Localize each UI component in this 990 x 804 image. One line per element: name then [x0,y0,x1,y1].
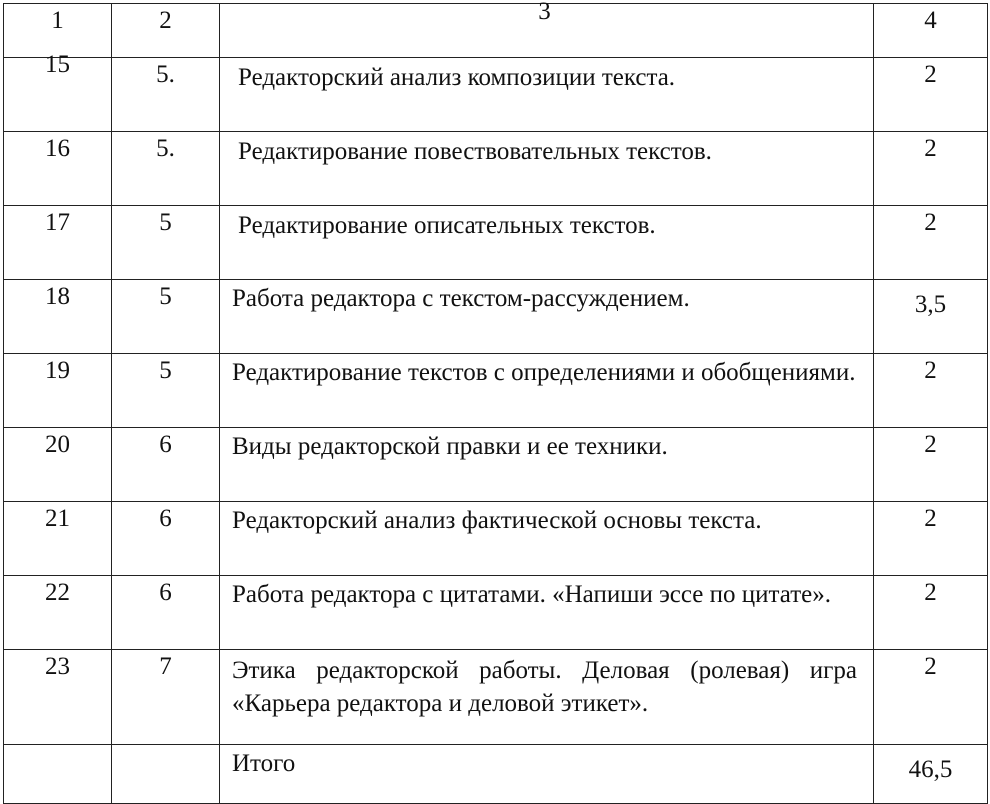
row-hours: 2 [874,428,988,502]
row-topic: Редактирование описательных текстов. [220,206,874,280]
header-cell-4 [874,4,988,58]
total-hours: 46,5 [908,756,953,783]
row-topic: Работа редактора с цитатами. «Напиши эссе по цитате». [220,576,874,650]
row-number: 22 [4,576,112,650]
row-hours: 2 [874,354,988,428]
row-topic: Этика редакторской работы. Деловая (ролевая) игра «Карьера редактора и деловой этикет». [220,650,874,745]
header-label: 1 [51,7,64,34]
row-hours: 2 [874,132,988,206]
table-row [4,132,988,206]
table-row [4,58,988,132]
row-section: 6 [112,502,220,576]
row-hours: 2 [874,502,988,576]
row-section: 6 [112,576,220,650]
table-row [4,576,988,650]
table-row [4,206,988,280]
header-label: 3 [538,0,551,25]
row-topic: Редактирование текстов с определениями и обобщениями. [220,354,874,428]
row-section: 7 [112,650,220,745]
table-row [4,650,988,745]
row-number: 23 [4,650,112,745]
row-number: 18 [4,280,112,354]
row-section: 6 [112,428,220,502]
row-hours: 2 [874,650,988,745]
row-hours: 2 [874,576,988,650]
row-topic: Редакторский анализ композиции текста. [220,58,874,132]
row-number: 15 [4,58,112,132]
row-number: 19 [4,354,112,428]
table-row [4,280,988,354]
header-cell-2 [112,4,220,58]
header-label: 4 [924,7,937,34]
row-topic: Редакторский анализ фактической основы текста. [220,502,874,576]
row-topic: Виды редакторской правки и ее техники. [220,428,874,502]
header-cell-3 [220,0,874,58]
row-section: 5 [112,354,220,428]
row-number: 17 [4,206,112,280]
header-row [4,4,988,58]
row-topic: Редактирование повествовательных текстов. [220,132,874,206]
total-label: Итого [232,750,296,777]
header-label: 2 [159,7,172,34]
row-number: 16 [4,132,112,206]
row-hours: 3,5 [874,280,988,354]
row-hours: 2 [874,206,988,280]
row-section: 5. [112,132,220,206]
table-row [4,354,988,428]
row-hours: 2 [874,58,988,132]
row-section: 5 [112,206,220,280]
table-row [4,428,988,502]
curriculum-table [3,0,988,804]
row-topic: Работа редактора с текстом-рассуждением. [220,280,874,354]
row-section: 5. [112,58,220,132]
row-number: 21 [4,502,112,576]
row-number: 20 [4,428,112,502]
table-row [4,502,988,576]
row-section: 5 [112,280,220,354]
